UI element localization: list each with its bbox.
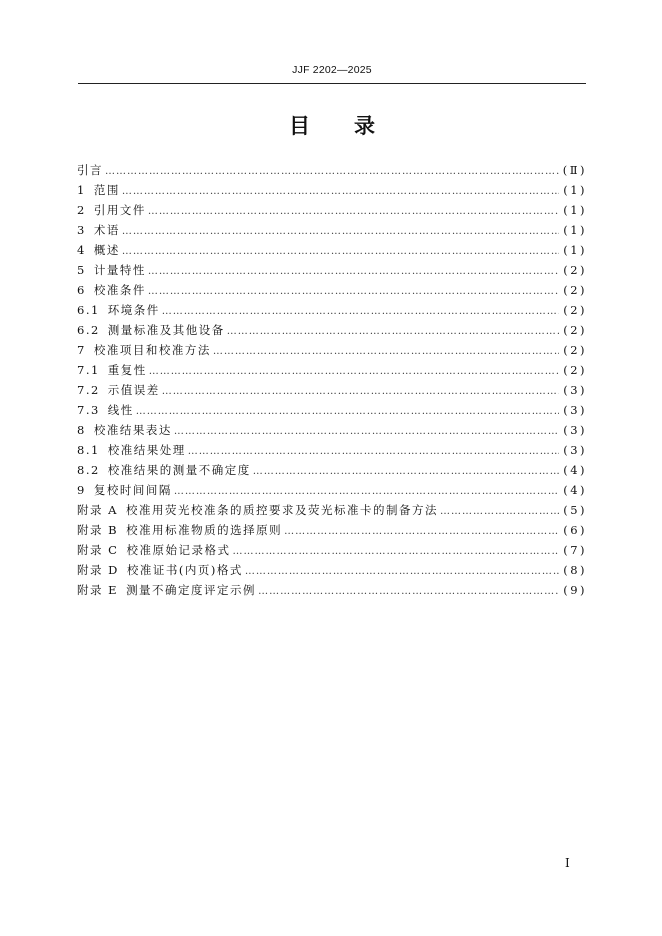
toc-entry-title: 校准用荧光校准条的质控要求及荧光标准卡的制备方法 [125, 503, 438, 517]
toc-entry-number: 7.2 [77, 383, 100, 397]
toc-dot-leader [245, 562, 559, 582]
toc-entry-number: 6 [77, 283, 86, 297]
toc-dot-leader [122, 222, 559, 242]
toc-entry-title: 线性 [107, 403, 134, 417]
toc-entry-page: (4) [563, 483, 587, 497]
toc-entry-number: 5 [77, 263, 86, 277]
toc-entry-number: 8 [77, 423, 86, 437]
toc-entry-page: (9) [563, 583, 587, 597]
table-of-contents [77, 160, 587, 600]
toc-entry-title: 校准项目和校准方法 [93, 343, 211, 357]
toc-entry-page: (4) [563, 463, 587, 477]
toc-entry-page: (3) [563, 383, 587, 397]
toc-entry[interactable] [77, 160, 587, 180]
toc-entry-title: 校准条件 [93, 283, 146, 297]
toc-entry-title: 复校时间间隔 [93, 483, 172, 497]
toc-dot-leader [122, 182, 559, 202]
toc-entry-number: 6.2 [77, 323, 100, 337]
toc-dot-leader [440, 502, 559, 522]
toc-entry[interactable] [77, 340, 587, 360]
toc-entry-page: (5) [563, 503, 587, 517]
toc-dot-leader [258, 582, 559, 602]
toc-entry-page: (1) [563, 243, 587, 257]
toc-entry[interactable] [77, 520, 587, 540]
toc-entry-number: 9 [77, 483, 86, 497]
toc-dot-leader [188, 442, 559, 462]
toc-entry-page: (3) [563, 423, 587, 437]
toc-dot-leader [174, 422, 559, 442]
toc-entry-title: 引言 [77, 163, 103, 177]
toc-entry-page: (3) [563, 443, 587, 457]
toc-entry-page: (1) [563, 203, 587, 217]
toc-entry-title: 示值误差 [107, 383, 160, 397]
toc-entry-number: 8.1 [77, 443, 100, 457]
document-code-header: JJF 2202—2025 [292, 64, 372, 76]
toc-entry-number: 7 [77, 343, 86, 357]
toc-entry-number: 7.1 [77, 363, 100, 377]
toc-entry-page: (2) [563, 283, 587, 297]
toc-entry[interactable] [77, 180, 587, 200]
toc-entry-page: (2) [563, 343, 587, 357]
toc-dot-leader [148, 262, 559, 282]
page-title [78, 110, 586, 140]
toc-dot-leader [284, 522, 559, 542]
toc-entry-number: 2 [77, 203, 86, 217]
toc-entry-title: 范围 [93, 183, 120, 197]
toc-entry-number: 4 [77, 243, 86, 257]
toc-entry-page: (7) [563, 543, 587, 557]
toc-dot-leader [136, 402, 559, 422]
toc-entry-number: 附录 C [77, 543, 119, 557]
toc-entry-page: (3) [563, 403, 587, 417]
toc-entry-title: 重复性 [107, 363, 147, 377]
toc-entry[interactable] [77, 360, 587, 380]
toc-entry[interactable] [77, 420, 587, 440]
toc-entry-number: 1 [77, 183, 86, 197]
toc-dot-leader [253, 462, 559, 482]
toc-dot-leader [149, 362, 559, 382]
toc-entry[interactable] [77, 300, 587, 320]
toc-dot-leader [213, 342, 559, 362]
toc-entry-title: 校准用标准物质的选择原则 [126, 523, 283, 537]
toc-entry-number: 3 [77, 223, 86, 237]
toc-dot-leader [232, 542, 559, 562]
toc-entry[interactable] [77, 440, 587, 460]
toc-dot-leader [105, 162, 559, 182]
toc-entry[interactable] [77, 540, 587, 560]
page-number: Ⅰ [565, 856, 570, 870]
title-char-2: 录 [354, 114, 375, 138]
toc-entry-title: 测量标准及其他设备 [107, 323, 225, 337]
toc-entry-page: (2) [563, 323, 587, 337]
toc-entry-page: (6) [563, 523, 587, 537]
toc-entry-title: 校准结果处理 [107, 443, 186, 457]
toc-entry-title: 校准原始记录格式 [126, 543, 231, 557]
toc-entry-number: 附录 D [77, 563, 119, 577]
header-divider [78, 83, 586, 84]
toc-entry-page: (8) [563, 563, 587, 577]
toc-entry-page: (2) [563, 263, 587, 277]
toc-entry-title: 计量特性 [93, 263, 146, 277]
toc-entry-number: 附录 A [77, 503, 118, 517]
toc-entry[interactable] [77, 240, 587, 260]
toc-entry[interactable] [77, 280, 587, 300]
toc-entry[interactable] [77, 260, 587, 280]
toc-entry-number: 附录 B [77, 523, 119, 537]
toc-entry-page: (2) [563, 363, 587, 377]
toc-entry[interactable] [77, 380, 587, 400]
toc-entry[interactable] [77, 400, 587, 420]
toc-entry-title: 校准结果表达 [93, 423, 172, 437]
toc-entry[interactable] [77, 320, 587, 340]
toc-dot-leader [227, 322, 559, 342]
toc-entry-title: 概述 [93, 243, 120, 257]
toc-entry-title: 环境条件 [107, 303, 160, 317]
toc-entry-number: 6.1 [77, 303, 100, 317]
toc-dot-leader [148, 282, 559, 302]
toc-entry[interactable] [77, 220, 587, 240]
toc-entry[interactable] [77, 500, 587, 520]
toc-entry-number: 7.3 [77, 403, 100, 417]
toc-entry-page: (2) [563, 303, 587, 317]
toc-entry-page: (1) [563, 223, 587, 237]
toc-entry[interactable] [77, 460, 587, 480]
toc-entry-title: 引用文件 [93, 203, 146, 217]
toc-entry-number: 附录 E [77, 583, 119, 597]
toc-dot-leader [122, 242, 559, 262]
toc-entry[interactable] [77, 580, 587, 600]
toc-dot-leader [162, 382, 559, 402]
toc-dot-leader [174, 482, 559, 502]
toc-entry-page: (1) [563, 183, 587, 197]
toc-entry-title: 校准结果的测量不确定度 [107, 463, 251, 477]
toc-entry-title: 术语 [93, 223, 120, 237]
title-char-1: 目 [289, 114, 310, 138]
toc-entry[interactable] [77, 200, 587, 220]
toc-entry-number: 8.2 [77, 463, 100, 477]
toc-entry-title: 测量不确定度评定示例 [126, 583, 257, 597]
toc-entry-title: 校准证书(内页)格式 [126, 563, 243, 577]
toc-dot-leader [148, 202, 559, 222]
toc-dot-leader [162, 302, 559, 322]
toc-entry[interactable] [77, 560, 587, 580]
toc-entry[interactable] [77, 480, 587, 500]
toc-entry-page: (Ⅱ) [562, 163, 587, 177]
